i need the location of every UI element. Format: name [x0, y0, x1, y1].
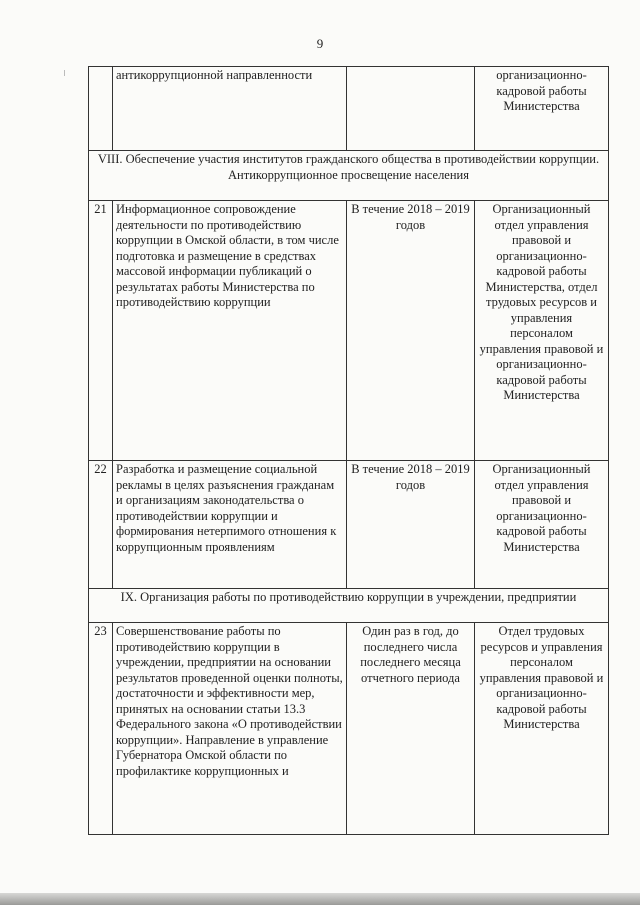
measure-term: В течение 2018 – 2019 годов	[347, 201, 475, 461]
responsible-unit: организационно-кадровой работы Министерства	[475, 67, 609, 151]
table-row-continued	[89, 67, 609, 151]
measure-description: Разработка и размещение социальной рекламы в целях разъяснения гражданам и организациям законодательства о противодействии коррупции и формирования нетерпимого отношения к коррупционным проявлениям	[113, 461, 347, 589]
row-number: 22	[89, 461, 113, 589]
row-number: 23	[89, 623, 113, 835]
measure-term	[347, 67, 475, 151]
section-header-row	[89, 589, 609, 623]
measure-description: Совершенствование работы по противодействию коррупции в учреждении, предприятии на основании результатов проведенной оценки полноты, достаточности и эффективности мер, принятых на основании статьи 13.3 Федерального закона «О противодействии коррупции». Направление в управление Губернатора Омской области по профилактике коррупционных и	[113, 623, 347, 835]
section-title: VIII. Обеспечение участия институтов гражданского общества в противодействии коррупции. Антикоррупционное просвещение населения	[89, 151, 609, 201]
measure-term: Один раз в год, до последнего числа последнего месяца отчетного периода	[347, 623, 475, 835]
measure-description: Информационное сопровождение деятельности по противодействию коррупции в Омской области, в том числе подготовка и размещение в средствах массовой информации публикаций о результатах работы Министерства по противодействию коррупции	[113, 201, 347, 461]
measure-description: антикоррупционной направленности	[113, 67, 347, 151]
section-header-row	[89, 151, 609, 201]
responsible-unit: Организационный отдел управления правовой и организационно-кадровой работы Министерства, отдел трудовых ресурсов и управления персоналом управления правовой и организационно-кадровой работы Министерства	[475, 201, 609, 461]
responsible-unit: Отдел трудовых ресурсов и управления персоналом управления правовой и организационно-кадровой работы Министерства	[475, 623, 609, 835]
scan-mark	[64, 70, 65, 76]
row-number	[89, 67, 113, 151]
measure-term: В течение 2018 – 2019 годов	[347, 461, 475, 589]
scan-bottom-edge	[0, 893, 640, 905]
action-plan-table	[88, 66, 609, 835]
responsible-unit: Организационный отдел управления правовой и организационно-кадровой работы Министерства	[475, 461, 609, 589]
table-row	[89, 201, 609, 461]
row-number: 21	[89, 201, 113, 461]
table-row	[89, 461, 609, 589]
table-row	[89, 623, 609, 835]
page-number: 9	[316, 36, 324, 51]
section-title: IX. Организация работы по противодействию коррупции в учреждении, предприятии	[89, 589, 609, 623]
